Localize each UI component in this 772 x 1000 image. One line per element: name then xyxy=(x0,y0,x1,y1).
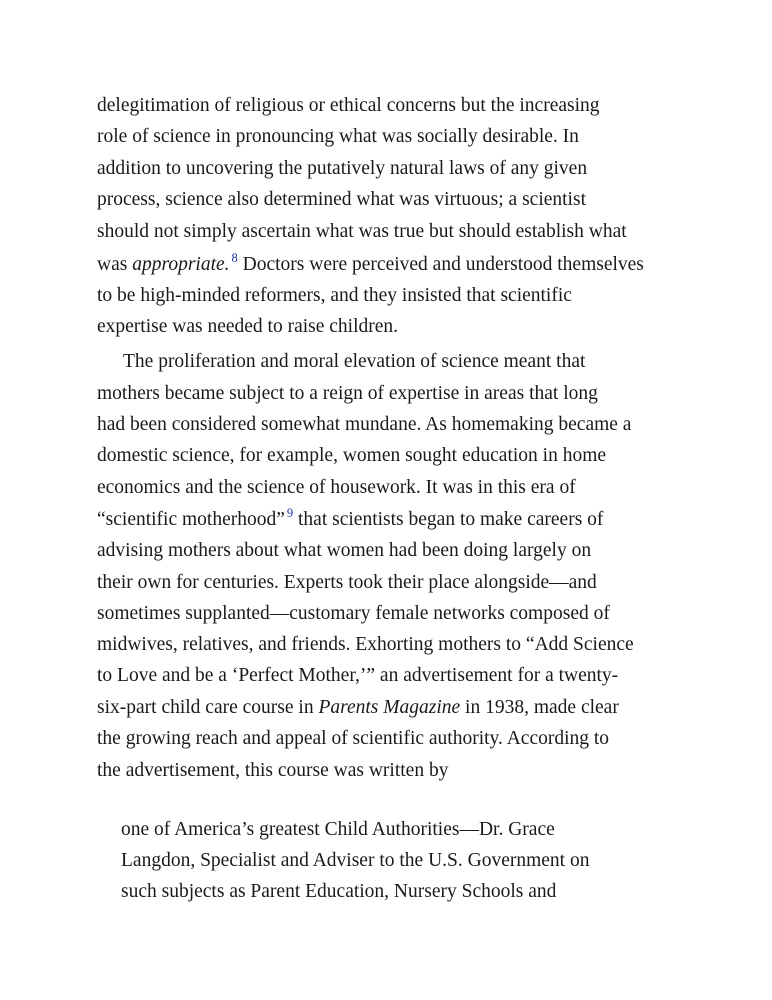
text-line: delegitimation of religious or ethical concerns but the increasing xyxy=(97,95,600,116)
text-run: in 1938, made clear xyxy=(460,697,619,718)
text-line: had been considered somewhat mundane. As homemaking became a xyxy=(97,414,632,435)
footnote-link-9[interactable]: 9 xyxy=(286,506,294,520)
text-line: The proliferation and moral elevation of science meant that xyxy=(123,351,586,372)
text-line: role of science in pronouncing what was socially desirable. In xyxy=(97,126,579,147)
text-line: economics and the science of housework. It was in this era of xyxy=(97,477,576,498)
text-line: to be high-minded reformers, and they insisted that scientific xyxy=(97,285,572,306)
text-line: the advertisement, this course was written by xyxy=(97,760,449,781)
block-quote-line: one of America’s greatest Child Authorities—Dr. Grace xyxy=(121,819,555,840)
text-line: expertise was needed to raise children. xyxy=(97,316,399,337)
text-line: mothers became subject to a reign of expertise in areas that long xyxy=(97,383,598,404)
text-run: Doctors were perceived and understood themselves xyxy=(237,254,644,275)
text-line: their own for centuries. Experts took their place alongside—and xyxy=(97,572,597,593)
text-line xyxy=(97,251,644,275)
text-line: midwives, relatives, and friends. Exhorting mothers to “Add Science xyxy=(97,634,634,655)
text-line xyxy=(97,506,604,530)
footnote-link-8[interactable]: 8 xyxy=(231,251,238,265)
block-quote-line: Langdon, Specialist and Adviser to the U.S. Government on xyxy=(121,850,590,871)
text-run: was xyxy=(97,254,133,275)
text-line: sometimes supplanted—customary female networks composed of xyxy=(97,603,610,624)
italic-term: Parents Magazine xyxy=(318,697,461,718)
text-run: “scientific motherhood” xyxy=(97,509,285,530)
text-line: the growing reach and appeal of scientific authority. According to xyxy=(97,728,610,749)
text-run: six-part child care course in xyxy=(97,697,319,718)
italic-term: appropriate. xyxy=(132,254,230,275)
text-line: advising mothers about what women had been doing largely on xyxy=(97,540,592,561)
text-line: to Love and be a ‘Perfect Mother,’” an advertisement for a twenty- xyxy=(97,665,619,686)
text-run: that scientists began to make careers of xyxy=(293,509,604,530)
text-line xyxy=(97,698,619,718)
text-line: should not simply ascertain what was true but should establish what xyxy=(97,221,627,242)
text-line: process, science also determined what was virtuous; a scientist xyxy=(97,189,586,210)
text-line: addition to uncovering the putatively natural laws of any given xyxy=(97,158,588,179)
text-line: domestic science, for example, women sought education in home xyxy=(97,445,607,466)
block-quote-line: such subjects as Parent Education, Nursery Schools and xyxy=(121,881,557,902)
